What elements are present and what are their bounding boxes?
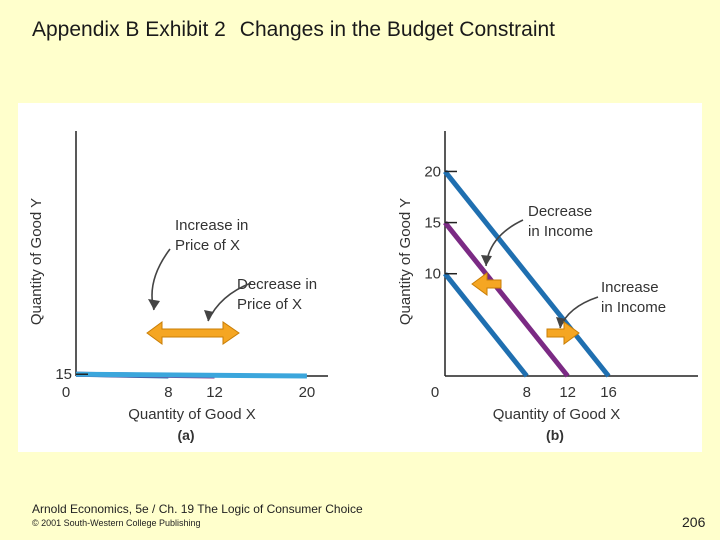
panel-a-x-axis-title: Quantity of Good X: [128, 406, 256, 423]
panel-a-y-axis-title: Quantity of Good Y: [28, 197, 45, 326]
exhibit-title: Changes in the Budget Constraint: [239, 18, 556, 41]
panel-b-y-tick-label: 15: [424, 214, 441, 232]
panel-a-annotation-1: Increase in: [175, 217, 249, 234]
panel-a-panel-label: (a): [177, 427, 195, 443]
panel-b-x-axis-title: Quantity of Good X: [492, 406, 621, 423]
panel-a-x-tick-label: 12: [206, 384, 223, 401]
footer-citation: Arnold Economics, 5e / Ch. 19 The Logic of Consumer Choice: [32, 502, 363, 516]
panel-b-callout-arrowhead: [481, 255, 492, 266]
panel-b-annotation-1: Decrease: [528, 203, 593, 220]
exhibit-number: Appendix B Exhibit 2: [32, 18, 226, 41]
panel-a-annotation-2: Price of X: [237, 296, 303, 313]
panel-b-x-tick-label: 8: [522, 384, 531, 401]
panel-a-y-tick-label: 15: [55, 366, 72, 384]
panel-b-y-tick-label: 10: [424, 265, 441, 283]
panel-a-annotation-2: Decrease in: [237, 276, 318, 293]
panel-b-shift-arrow: [547, 322, 579, 344]
panel-b-x-tick-label: 12: [559, 384, 577, 401]
panel-b-annotation-2: Increase: [601, 279, 659, 296]
budget-constraint-figure: [18, 103, 702, 452]
panel-b-annotation-1: in Income: [528, 223, 594, 240]
panel-b-annotation-2: in Income: [601, 299, 667, 316]
panel-b-panel-label: (b): [546, 427, 564, 443]
slide-title: [32, 18, 555, 42]
panel-b-y-axis-title: Quantity of Good Y: [397, 197, 414, 326]
panel-b-y-tick-label: 20: [424, 163, 441, 181]
panel-a-shift-arrow: [147, 322, 239, 344]
footer-copyright: © 2001 South-Western College Publishing: [32, 518, 201, 528]
panel-b-shift-arrow: [472, 273, 501, 295]
panel-b-origin-label: 0: [430, 384, 440, 401]
panel-a-x-tick-label: 20: [298, 384, 316, 401]
page-number: 206: [682, 514, 706, 530]
panel-a-callout-arrowhead: [148, 299, 160, 310]
panel-a-x-tick-label: 8: [164, 384, 173, 401]
panel-a-origin-label: 0: [61, 384, 71, 401]
panel-a-annotation-1: Price of X: [175, 237, 241, 254]
panel-a-budget-line-3: [76, 374, 307, 376]
panel-b-x-tick-label: 16: [600, 384, 617, 401]
figure-panel: [18, 103, 702, 452]
